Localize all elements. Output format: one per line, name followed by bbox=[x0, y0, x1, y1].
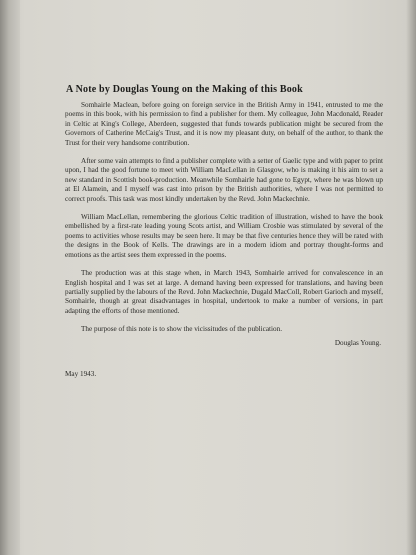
paragraph-4: The production was at this stage when, in March 1943, Somhairle arrived for convalescence in an English hospital and I was set at large. A demand having been expressed for translations, and having been partially supplied by the labours of the Revd. John Mackechnie, Dugald MacColl, Robert Garioch and myself, Somhairle, though at great disadvantages in hospital, undertook to make a number of versions, in part adapting the efforts of those mentioned. bbox=[65, 269, 383, 315]
page-binding-edge bbox=[0, 0, 20, 555]
page-edge-shadow bbox=[406, 0, 416, 555]
paragraph-3: William MacLellan, remembering the glorious Celtic tradition of illustration, wished to have the book embellished by a first-rate leading young Scots artist, and William Crosbie was stimulated by several of the poems to activities whose results may be seen here. It may be that five centuries hence they will be rated with the designs in the Book of Kells. The drawings are in a modern idiom and portray thought-forms and emotions as the artist sees them expressed in the poems. bbox=[65, 213, 383, 259]
note-body bbox=[65, 101, 383, 379]
paragraph-1: Somhairle Maclean, before going on foreign service in the British Army in 1941, entrusted to me the poems in this book, with his permission to find a publisher for them. My colleague, John Macdonald, Reader in Celtic at King's College, Aberdeen, suggested that funds towards publication might be secured from the Governors of Catherine McCaig's Trust, and it is now my pleasant duty, on behalf of the author, to thank the Trust for their very handsome contribution. bbox=[65, 101, 383, 147]
author-signature: Douglas Young. bbox=[334, 338, 381, 347]
paragraph-2: After some vain attempts to find a publisher complete with a setter of Gaelic type and with paper to print upon, I had the good fortune to meet with William MacLellan in Glasgow, who is making it his aim to set a new standard in Scottish book-production. Meanwhile Somhairle had gone to Egypt, where he was blown up at El Alamein, and I myself was cast into prison by the British authorities, where I was not permitted to correct proofs. This task was most kindly undertaken by the Revd. John Mackechnie. bbox=[65, 157, 383, 203]
paragraph-5: The purpose of this note is to show the vicissitudes of the publication. bbox=[81, 325, 283, 334]
date-line: May 1943. bbox=[65, 369, 97, 378]
note-heading: A Note by Douglas Young on the Making of this Book bbox=[66, 84, 303, 95]
